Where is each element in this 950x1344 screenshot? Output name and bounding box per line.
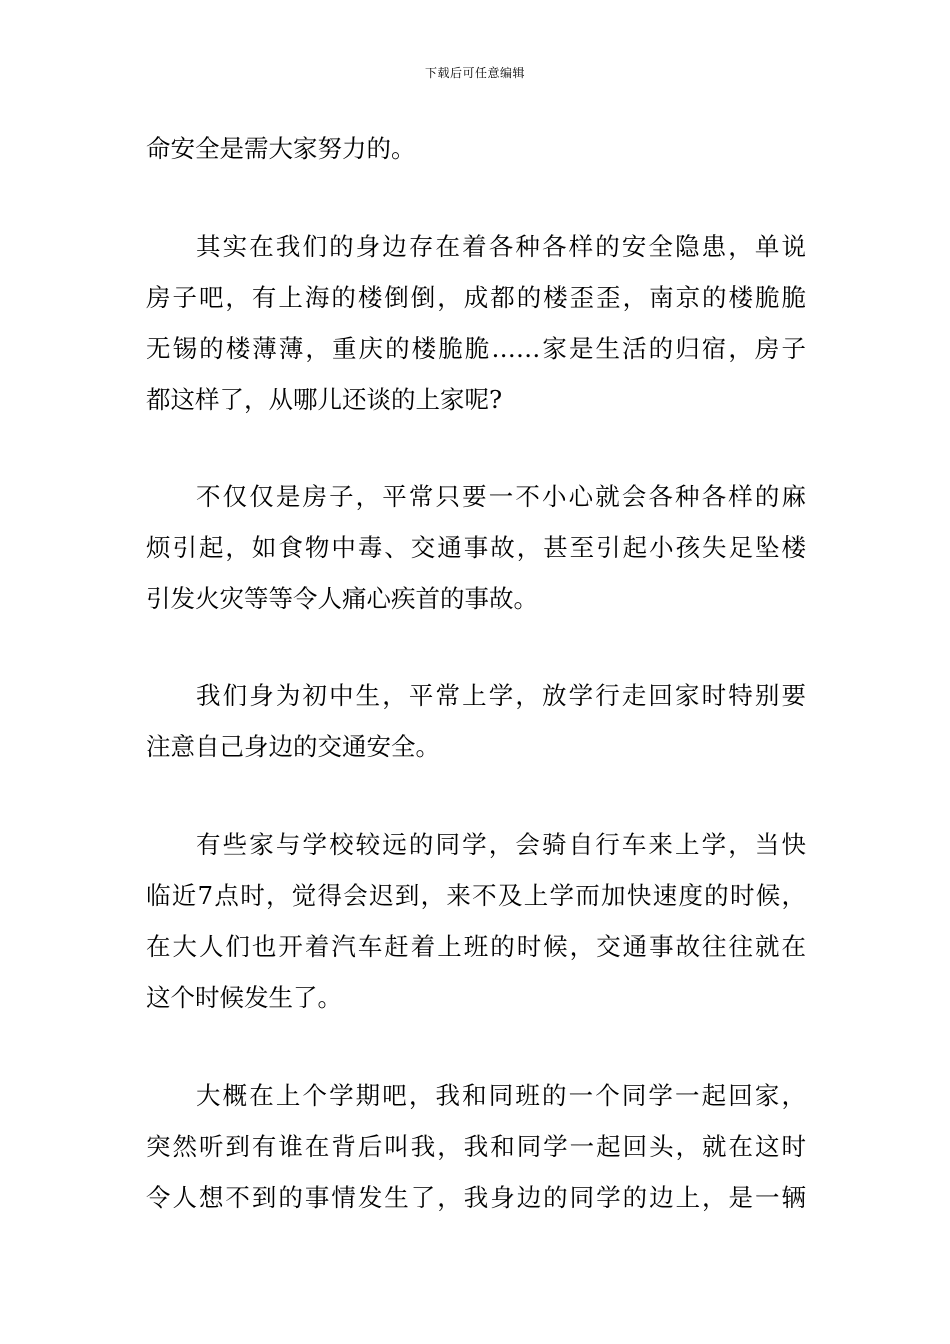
- text-line: 突然听到有谁在背后叫我，我和同学一起回头，就在这时: [146, 1132, 806, 1161]
- text-line: 引发火灾等等令人痛心疾首的事故。: [146, 584, 538, 613]
- text-line: 房子吧，有上海的楼倒倒，成都的楼歪歪，南京的楼脆脆: [146, 283, 806, 312]
- text-line: 其实在我们的身边存在着各种各样的安全隐患，单说: [196, 232, 806, 261]
- text-line: 令人想不到的事情发生了，我身边的同学的边上，是一辆: [146, 1183, 806, 1212]
- text-line: 不仅仅是房子，平常只要一不小心就会各种各样的麻: [196, 482, 806, 511]
- text-line: 烦引起，如食物中毒、交通事故，甚至引起小孩失足坠楼: [146, 533, 806, 562]
- page-header-note: 下载后可任意编辑: [424, 66, 525, 80]
- text-line: 无锡的楼薄薄，重庆的楼脆脆……家是生活的归宿，房子: [146, 334, 806, 363]
- text-line: 临近7点时，觉得会迟到，来不及上学而加快速度的时候，: [146, 881, 806, 910]
- text-line: 注意自己身边的交通安全。: [146, 732, 440, 761]
- text-line: 在大人们也开着汽车赶着上班的时候，交通事故往往就在: [146, 932, 806, 961]
- text-line: 命安全是需大家努力的。: [146, 134, 416, 163]
- text-line: 有些家与学校较远的同学，会骑自行车来上学，当快: [196, 830, 806, 859]
- text-line: 我们身为初中生，平常上学，放学行走回家时特别要: [196, 681, 806, 710]
- text-line: 这个时候发生了。: [146, 983, 342, 1012]
- text-line: 都这样了，从哪儿还谈的上家呢?: [146, 385, 503, 414]
- text-line: 大概在上个学期吧，我和同班的一个同学一起回家，: [196, 1081, 806, 1110]
